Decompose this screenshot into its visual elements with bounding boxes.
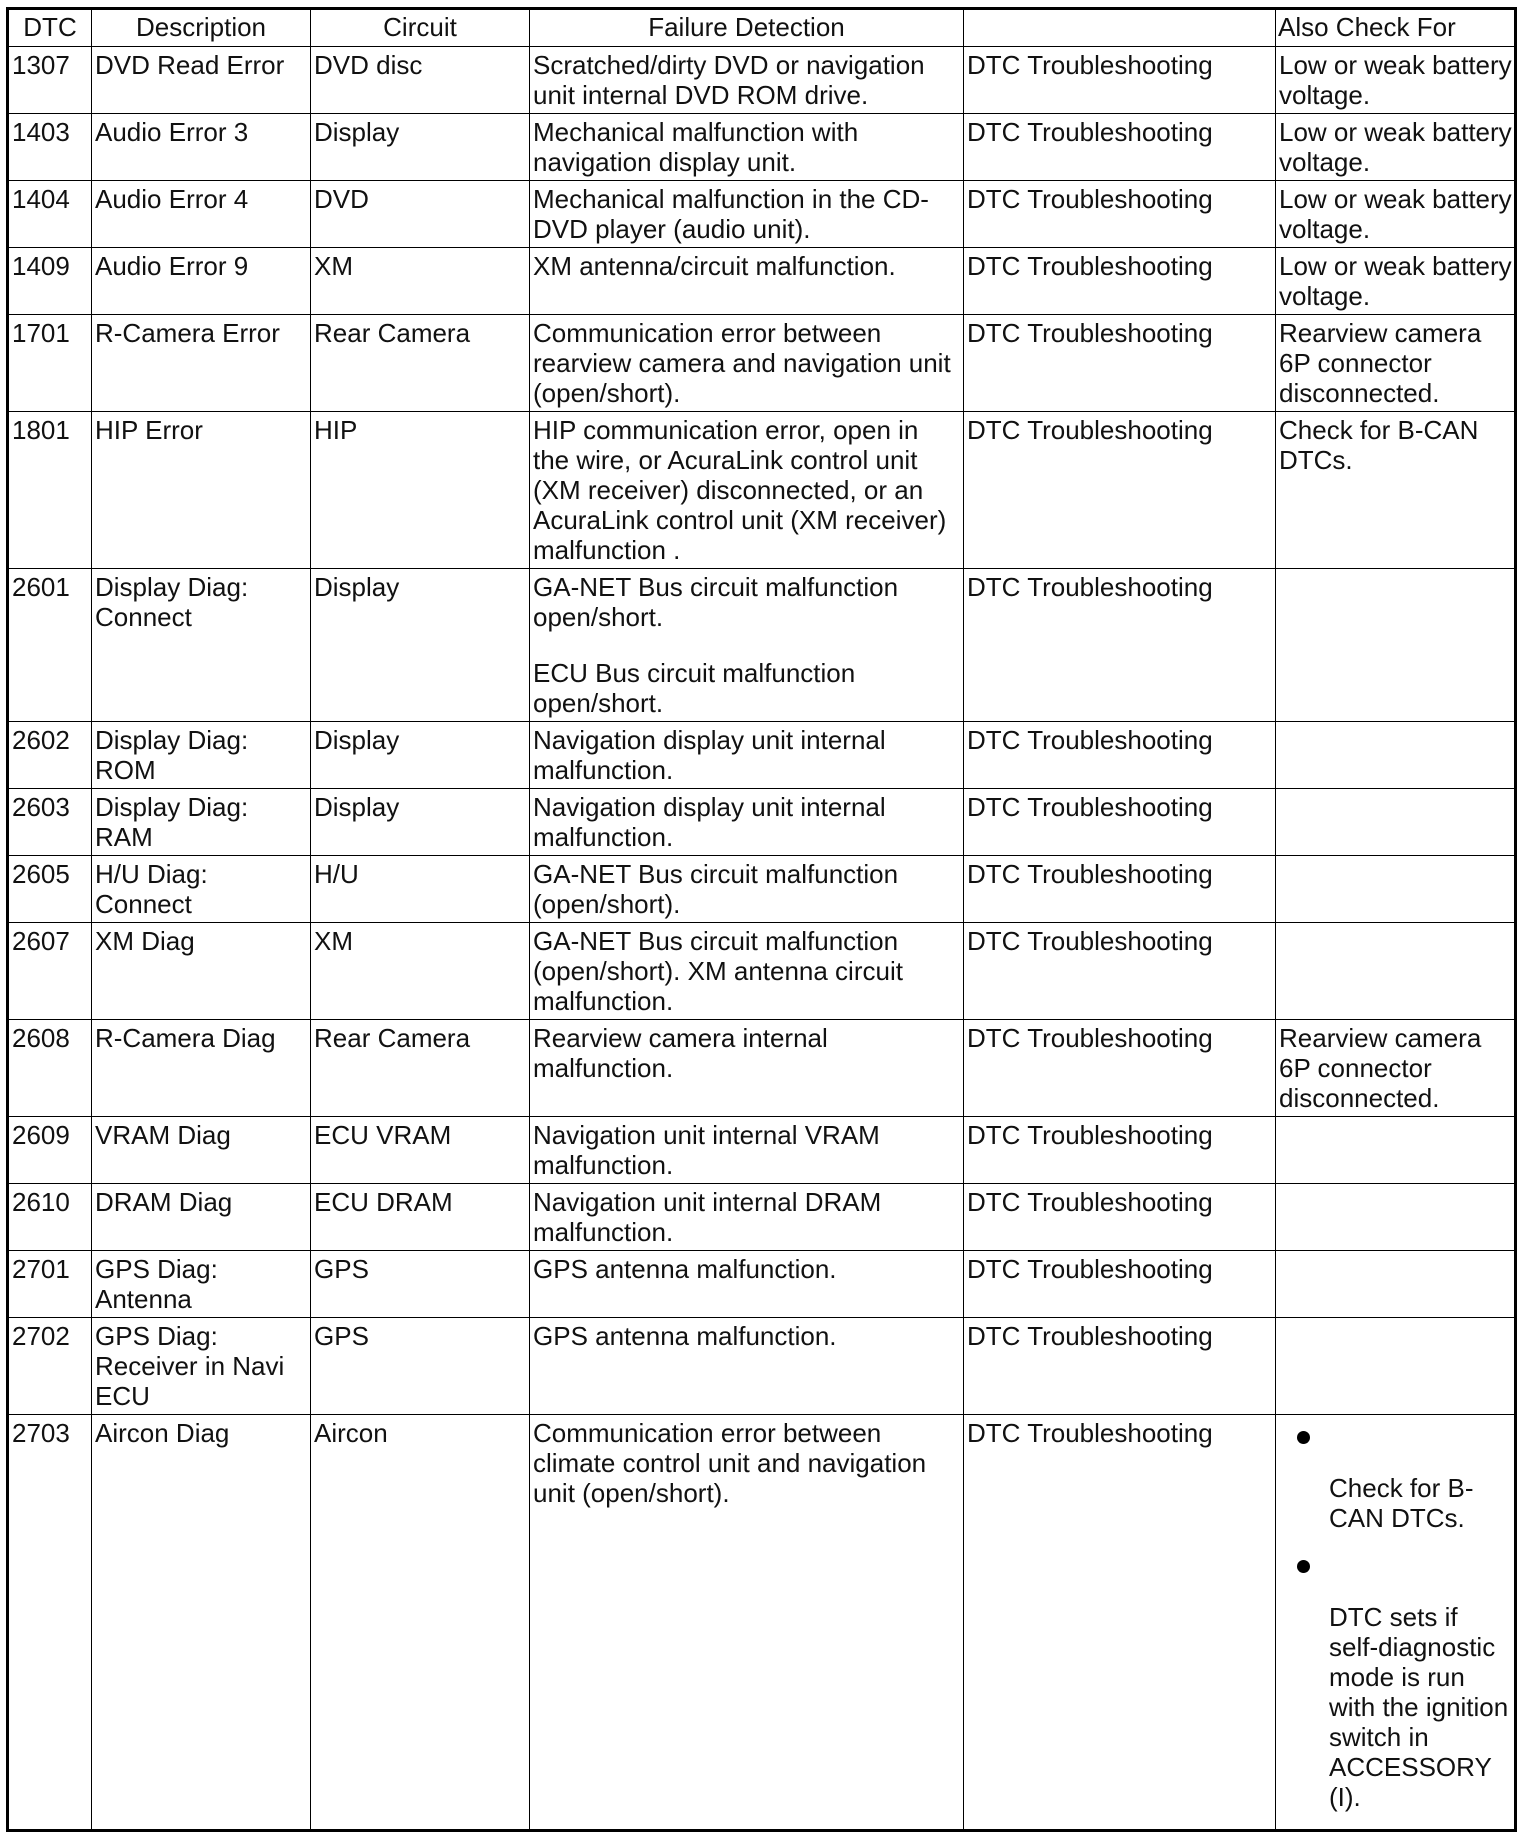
cell-also-check-for: Low or weak battery voltage.: [1276, 181, 1516, 248]
cell-dtc: 1801: [8, 412, 92, 569]
table-row: [8, 1184, 1516, 1251]
cell-failure-detection: XM antenna/circuit malfunction.: [530, 248, 964, 315]
cell-circuit: Display: [311, 789, 530, 856]
cell-failure-detection: Rearview camera internal malfunction.: [530, 1020, 964, 1117]
cell-circuit: XM: [311, 923, 530, 1020]
cell-dtc: 2610: [8, 1184, 92, 1251]
cell-description: DRAM Diag: [92, 1184, 311, 1251]
cell-dtc: 1409: [8, 248, 92, 315]
cell-dtc: 2608: [8, 1020, 92, 1117]
cell-description: DVD Read Error: [92, 47, 311, 114]
header-circuit: Circuit: [311, 9, 530, 47]
cell-dtc: 2609: [8, 1117, 92, 1184]
cell-circuit: HIP: [311, 412, 530, 569]
cell-procedure: DTC Troubleshooting: [964, 1318, 1276, 1415]
table-header-row: [8, 9, 1516, 47]
cell-procedure: DTC Troubleshooting: [964, 47, 1276, 114]
cell-failure-detection: GPS antenna malfunction.: [530, 1251, 964, 1318]
table-row: [8, 1318, 1516, 1415]
cell-description: Display Diag: RAM: [92, 789, 311, 856]
cell-dtc: 2607: [8, 923, 92, 1020]
cell-circuit: ECU VRAM: [311, 1117, 530, 1184]
table-row: [8, 722, 1516, 789]
cell-procedure: DTC Troubleshooting: [964, 856, 1276, 923]
cell-circuit: Rear Camera: [311, 1020, 530, 1117]
cell-failure-detection: Navigation display unit internal malfunction.: [530, 789, 964, 856]
cell-description: XM Diag: [92, 923, 311, 1020]
cell-circuit: GPS: [311, 1318, 530, 1415]
cell-also-check-for: Low or weak battery voltage.: [1276, 114, 1516, 181]
table-row: [8, 248, 1516, 315]
cell-circuit: GPS: [311, 1251, 530, 1318]
cell-also-check-for: Low or weak battery voltage.: [1276, 248, 1516, 315]
cell-also-check-for: [1276, 789, 1516, 856]
table-row: [8, 412, 1516, 569]
cell-procedure: DTC Troubleshooting: [964, 114, 1276, 181]
cell-description: VRAM Diag: [92, 1117, 311, 1184]
cell-description: Audio Error 4: [92, 181, 311, 248]
cell-failure-detection: Mechanical malfunction in the CD-DVD player (audio unit).: [530, 181, 964, 248]
cell-also-check-for: Rearview camera 6P connector disconnected.: [1276, 1020, 1516, 1117]
cell-also-check-for: [1276, 1117, 1516, 1184]
cell-description: R-Camera Error: [92, 315, 311, 412]
cell-procedure: DTC Troubleshooting: [964, 1117, 1276, 1184]
cell-circuit: H/U: [311, 856, 530, 923]
table-row: [8, 569, 1516, 722]
cell-dtc: 2702: [8, 1318, 92, 1415]
table-row: [8, 856, 1516, 923]
table-row: [8, 114, 1516, 181]
header-failure-detection: Failure Detection: [530, 9, 964, 47]
cell-description: Display Diag: Connect: [92, 569, 311, 722]
cell-procedure: DTC Troubleshooting: [964, 412, 1276, 569]
cell-procedure: DTC Troubleshooting: [964, 1251, 1276, 1318]
bullet-item: [1279, 1547, 1512, 1812]
cell-circuit: Display: [311, 722, 530, 789]
cell-also-check-for: [1276, 1415, 1516, 1831]
table-row: [8, 1415, 1516, 1831]
bullet-dot-icon: [1297, 1431, 1310, 1444]
table-row: [8, 789, 1516, 856]
cell-procedure: DTC Troubleshooting: [964, 315, 1276, 412]
cell-description: GPS Diag: Antenna: [92, 1251, 311, 1318]
cell-procedure: DTC Troubleshooting: [964, 248, 1276, 315]
cell-also-check-for: [1276, 1251, 1516, 1318]
cell-procedure: DTC Troubleshooting: [964, 923, 1276, 1020]
header-also-check-for: Also Check For: [1276, 9, 1516, 47]
cell-description: Display Diag: ROM: [92, 722, 311, 789]
cell-dtc: 2601: [8, 569, 92, 722]
cell-failure-detection: GA-NET Bus circuit malfunction (open/short). XM antenna circuit malfunction.: [530, 923, 964, 1020]
cell-failure-detection: GPS antenna malfunction.: [530, 1318, 964, 1415]
cell-procedure: DTC Troubleshooting: [964, 181, 1276, 248]
cell-procedure: DTC Troubleshooting: [964, 1415, 1276, 1831]
failure-text-2: ECU Bus circuit malfunction open/short.: [533, 658, 856, 718]
cell-circuit: ECU DRAM: [311, 1184, 530, 1251]
header-dtc: DTC: [8, 9, 92, 47]
cell-description: H/U Diag: Connect: [92, 856, 311, 923]
bullet-text: Check for B-CAN DTCs.: [1329, 1473, 1474, 1533]
bullet-text: DTC sets if self-diagnostic mode is run with the ignition switch in ACCESSORY (I).: [1329, 1602, 1509, 1812]
cell-description: GPS Diag: Receiver in Navi ECU: [92, 1318, 311, 1415]
table-row: [8, 181, 1516, 248]
header-description: Description: [92, 9, 311, 47]
cell-also-check-for: [1276, 569, 1516, 722]
failure-text-1: GA-NET Bus circuit malfunction open/short.: [533, 572, 899, 632]
table-row: [8, 1020, 1516, 1117]
cell-failure-detection: GA-NET Bus circuit malfunction (open/short).: [530, 856, 964, 923]
cell-also-check-for: Check for B-CAN DTCs.: [1276, 412, 1516, 569]
cell-circuit: Display: [311, 569, 530, 722]
bullet-item: [1279, 1418, 1512, 1533]
cell-dtc: 2605: [8, 856, 92, 923]
cell-also-check-for: [1276, 1184, 1516, 1251]
cell-failure-detection: Scratched/dirty DVD or navigation unit internal DVD ROM drive.: [530, 47, 964, 114]
cell-description: HIP Error: [92, 412, 311, 569]
cell-circuit: DVD: [311, 181, 530, 248]
cell-dtc: 2603: [8, 789, 92, 856]
cell-dtc: 2701: [8, 1251, 92, 1318]
cell-failure-detection: Navigation unit internal DRAM malfunction.: [530, 1184, 964, 1251]
table-row: [8, 315, 1516, 412]
table-row: [8, 47, 1516, 114]
cell-procedure: DTC Troubleshooting: [964, 1184, 1276, 1251]
cell-procedure: DTC Troubleshooting: [964, 569, 1276, 722]
cell-procedure: DTC Troubleshooting: [964, 789, 1276, 856]
dtc-table: [6, 7, 1517, 1832]
cell-dtc: 2703: [8, 1415, 92, 1831]
cell-failure-detection: HIP communication error, open in the wire, or AcuraLink control unit (XM receiver) disconnected, or an AcuraLink control unit (XM receiver) malfunction .: [530, 412, 964, 569]
cell-dtc: 1307: [8, 47, 92, 114]
table-row: [8, 923, 1516, 1020]
also-check-bullet-list: [1279, 1418, 1512, 1812]
cell-circuit: Aircon: [311, 1415, 530, 1831]
cell-circuit: XM: [311, 248, 530, 315]
table-row: [8, 1251, 1516, 1318]
cell-dtc: 1403: [8, 114, 92, 181]
cell-also-check-for: [1276, 856, 1516, 923]
header-procedure: [964, 9, 1276, 47]
cell-description: Aircon Diag: [92, 1415, 311, 1831]
cell-also-check-for: [1276, 1318, 1516, 1415]
cell-procedure: DTC Troubleshooting: [964, 1020, 1276, 1117]
cell-failure-detection: Navigation display unit internal malfunction.: [530, 722, 964, 789]
cell-description: R-Camera Diag: [92, 1020, 311, 1117]
cell-also-check-for: [1276, 722, 1516, 789]
cell-also-check-for: Rearview camera 6P connector disconnected.: [1276, 315, 1516, 412]
cell-dtc: 2602: [8, 722, 92, 789]
cell-dtc: 1404: [8, 181, 92, 248]
cell-failure-detection: Communication error between rearview camera and navigation unit (open/short).: [530, 315, 964, 412]
cell-also-check-for: Low or weak battery voltage.: [1276, 47, 1516, 114]
table-row: [8, 1117, 1516, 1184]
cell-failure-detection: [530, 569, 964, 722]
cell-circuit: Rear Camera: [311, 315, 530, 412]
cell-also-check-for: [1276, 923, 1516, 1020]
cell-circuit: Display: [311, 114, 530, 181]
cell-procedure: DTC Troubleshooting: [964, 722, 1276, 789]
cell-description: Audio Error 3: [92, 114, 311, 181]
cell-dtc: 1701: [8, 315, 92, 412]
cell-failure-detection: Communication error between climate control unit and navigation unit (open/short).: [530, 1415, 964, 1831]
paragraph-gap: [533, 632, 961, 658]
cell-description: Audio Error 9: [92, 248, 311, 315]
cell-failure-detection: Navigation unit internal VRAM malfunction.: [530, 1117, 964, 1184]
cell-failure-detection: Mechanical malfunction with navigation display unit.: [530, 114, 964, 181]
bullet-dot-icon: [1297, 1560, 1310, 1573]
cell-circuit: DVD disc: [311, 47, 530, 114]
